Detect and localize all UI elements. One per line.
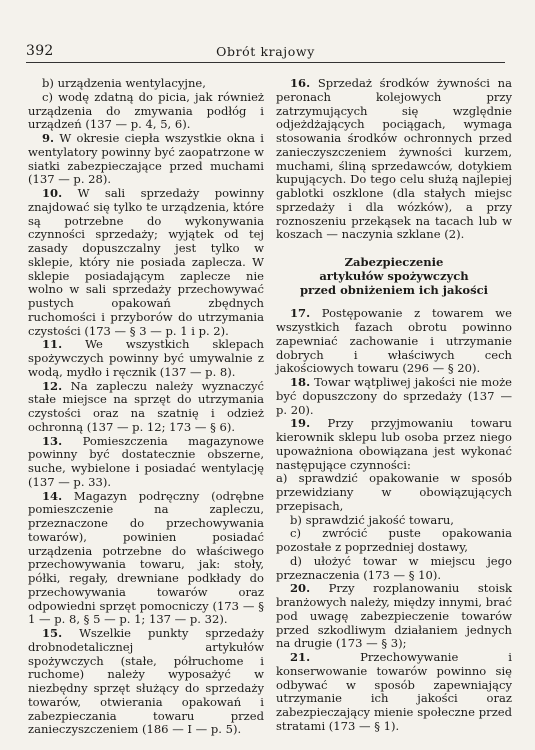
right-column-top bbox=[276, 77, 512, 242]
paragraph bbox=[276, 417, 512, 472]
paragraph bbox=[276, 514, 512, 528]
paragraph bbox=[28, 490, 264, 628]
paragraph bbox=[28, 187, 264, 338]
paragraph bbox=[276, 472, 512, 513]
paragraph-text: Magazyn podręczny (odrębne pomieszczenie na zapleczu, przeznaczone do przechowywania towarów), powinien posiadać urządzenia potrzebne do właściwego przechowywania towaru, jak: stoły, półki, regały, drewniane podkłady do przechowywania towarów oraz odpowiedni sprzęt pomocniczy (173 — § 1 — p. 8, § 5 — p. 1; 137 — p. 32). bbox=[28, 488, 264, 627]
right-column bbox=[276, 77, 512, 734]
paragraph-number: 14. bbox=[42, 488, 63, 503]
paragraph-number: 17. bbox=[290, 306, 311, 321]
paragraph-number: 16. bbox=[290, 76, 311, 90]
paragraph-number: 19. bbox=[290, 416, 311, 431]
paragraph-text: W okresie ciepła wszystkie okna i wentylatory powinny być zaopatrzone w siatki zabezpieczające przed muchami (137 — p. 28). bbox=[28, 131, 264, 187]
paragraph-number: 15. bbox=[42, 626, 63, 640]
paragraph bbox=[276, 307, 512, 376]
paragraph-text: Na zapleczu należy wyznaczyć stałe miejsce na sprzęt do utrzymania czystości oraz na szatnię i odzież ochronną (137 — p. 12; 173 — § 6). bbox=[28, 378, 264, 434]
paragraph-number: 21. bbox=[290, 650, 311, 664]
paragraph-text: W sali sprzedaży powinny znajdować się tylko te urządzenia, które są potrzebne do wykonywania czynności sprzedaży; wyjątek od tej zasady dopuszczalny jest tylko w sklepie, który nie posiada zaplecza. W sklepie posiadającym zaplecze nie wolno w sali sprzedaży przechowywać pustych opakowań zbędnych ruchomości i przyborów do utrzymania czystości (173 — § 3 — p. 1 i p. 2). bbox=[28, 186, 265, 338]
paragraph bbox=[28, 338, 264, 379]
paragraph-text: Sprzedaż środków żywności na peronach kolejowych przy zatrzymujących się względnie odjeżdżających pociągach, wymaga stosowania środków ochronnych przed zanieczyszczeniem żywności kurzem, muchami, śliną sprzedawców, dotykiem kupujących. Do tego celu służą najlepiej gablotki oszklone (dla stałych miejsc sprzedaży i dla wózków), a przy roznoszeniu przekąsek na tacach lub w koszach — naczynia szklane (2). bbox=[276, 76, 512, 242]
paragraph-number: 11. bbox=[42, 337, 63, 352]
paragraph-number: 12. bbox=[42, 378, 63, 393]
paragraph-text: We wszystkich sklepach spożywczych powinny być umywalnie z wodą, mydło i ręcznik (137 — p. 8). bbox=[28, 337, 264, 379]
paragraph-text: d) ułożyć towar w miejscu jego przeznaczenia (173 — § 10). bbox=[276, 553, 512, 582]
paragraph-number: 20. bbox=[290, 581, 311, 596]
left-column bbox=[28, 77, 264, 737]
paragraph bbox=[276, 77, 512, 242]
paragraph-number: 9. bbox=[42, 131, 55, 145]
paragraph bbox=[276, 555, 512, 583]
paragraph bbox=[28, 77, 264, 91]
paragraph bbox=[28, 132, 264, 187]
paragraph-number: 18. bbox=[290, 375, 311, 389]
paragraph-text: b) urządzenia wentylacyjne, bbox=[42, 76, 206, 90]
paragraph-text: Wszelkie punkty sprzedaży drobnodetalicznej artykułów spożywczych (stałe, półruchome i ruchome) należy wyposażyć w niezbędny sprzęt służący do sprzedaży towarów, otwierania opakowań i zabezpieczania towaru przed zanieczyszczeniem (186 — I — p. 5). bbox=[28, 626, 264, 737]
paragraph-text: Przy rozplanowaniu stoisk branżowych należy, między innymi, brać pod uwagę zabezpieczenie towarów przed szkodliwym działaniem jednych na drugie (173 — § 3); bbox=[276, 581, 512, 651]
section-heading-line: przed obniżeniem ich jakości bbox=[299, 282, 489, 297]
paragraph-text: c) zwrócić puste opakowania pozostałe z poprzedniej dostawy, bbox=[276, 526, 512, 554]
paragraph bbox=[28, 91, 264, 132]
paragraph-text: Przy przyjmowaniu towaru kierownik sklepu lub osoba przez niego upoważniona obowiązana jest wykonać następujące czynności: bbox=[276, 416, 512, 472]
paragraph-text: Pomieszczenia magazynowe powinny być dostatecznie obszerne, suche, wybielone i posiadać wentylację (137 — p. 33). bbox=[28, 433, 264, 489]
paragraph bbox=[276, 582, 512, 651]
paragraph bbox=[276, 527, 512, 555]
paragraph bbox=[28, 627, 264, 737]
paragraph-text: b) sprawdzić jakość towaru, bbox=[290, 512, 454, 527]
paragraph-number: 10. bbox=[42, 186, 63, 200]
section-heading bbox=[276, 256, 512, 297]
paragraph-text: Przechowywanie i konserwowanie towarów powinno się odbywać w sposób zapewniający utrzymanie ich jakości oraz zabezpieczający mienie społeczne przed stratami (173 — § 1). bbox=[276, 650, 512, 733]
right-column-bottom bbox=[276, 307, 512, 733]
paragraph-text: Towar wątpliwej jakości nie może być dopuszczony do sprzedaży (137 — p. 20). bbox=[276, 375, 513, 417]
paragraph-text: c) wodę zdatną do picia, jak również urządzenia do zmywania podłóg i urządzeń (137 — p. 4, 5, 6). bbox=[28, 89, 264, 132]
paragraph bbox=[28, 380, 264, 435]
page-number: 392 bbox=[26, 43, 54, 59]
paragraph-text: Postępowanie z towarem we wszystkich fazach obrotu powinno zapewniać zachowanie i utrzymanie dobrych i właściwych cech jakościowych towaru (296 — § 20). bbox=[276, 306, 513, 376]
paragraph-number: 13. bbox=[42, 433, 63, 448]
paragraph bbox=[276, 376, 512, 417]
running-head: Obrót krajowy bbox=[216, 44, 315, 59]
paragraph bbox=[28, 435, 264, 490]
section-heading-line: Zabezpieczenie bbox=[344, 255, 444, 269]
page-header bbox=[26, 40, 505, 63]
section-heading-line: artykułów spożywczych bbox=[319, 268, 469, 283]
paragraph bbox=[276, 651, 512, 734]
paragraph-text: a) sprawdzić opakowanie w sposób przewidziany w obowiązujących przepisach, bbox=[276, 471, 512, 513]
